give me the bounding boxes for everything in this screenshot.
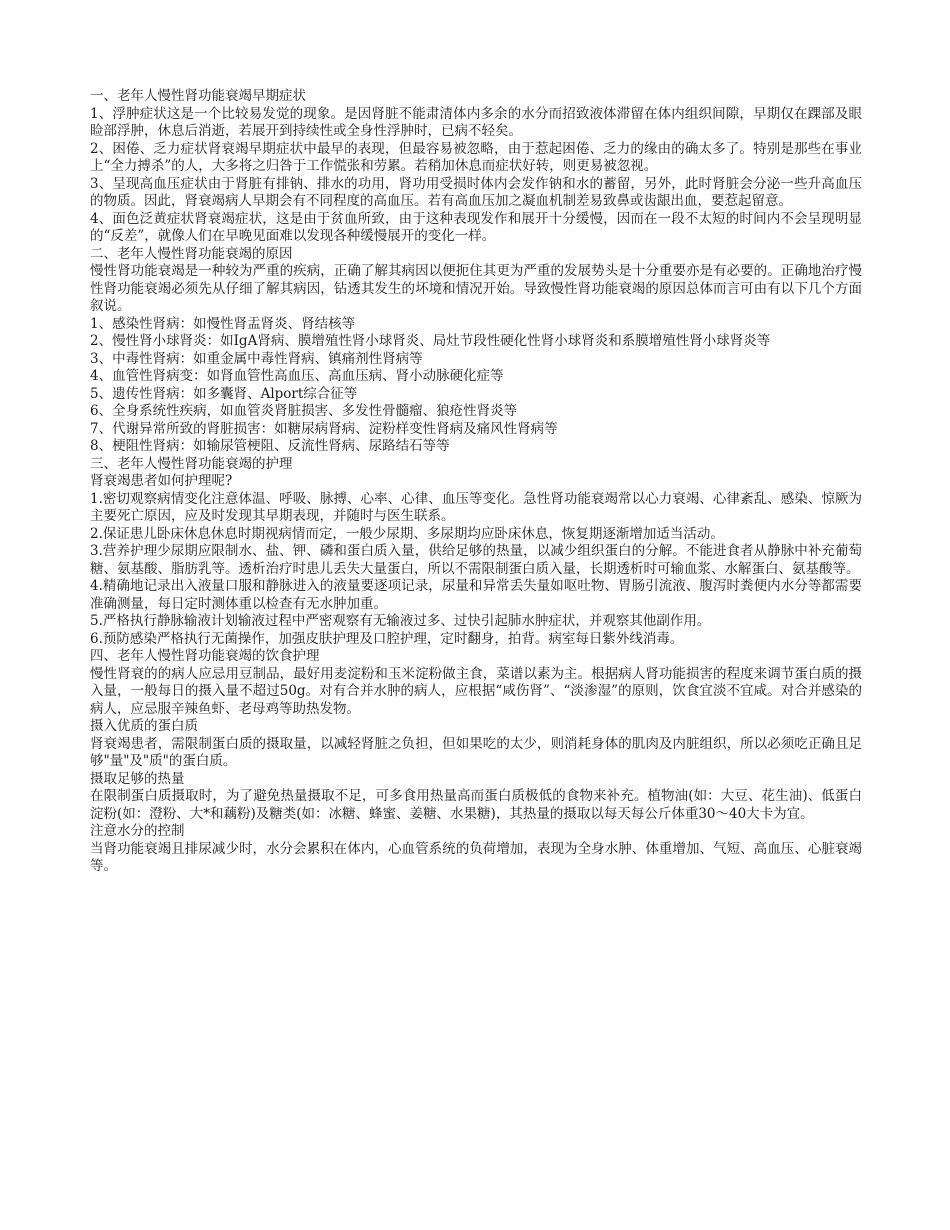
paragraph: 慢性肾衰的的病人应忌用豆制品，最好用麦淀粉和玉米淀粉做主食，菜谱以素为主。根据病人肾功能损害的程度来调节蛋白质的摄入量，一般每日的摄入量不超过50g。对有合并水肿的病人，应根据“咸伤肾”、“淡渗湿”的原则，饮食宜淡不宜咸。对合并感染的病人，应忌服辛辣鱼虾、老母鸡等助热发物。: [90, 665, 862, 717]
paragraph: 在限制蛋白质摄取时，为了避免热量摄取不足，可多食用热量高而蛋白质极低的食物来补充。植物油(如：大豆、花生油)、低蛋白淀粉(如：澄粉、大*和藕粉)及糖类(如：冰糖、蜂蜜、姜糖、水果糖)，其热量的摄取以每天每公斤体重30～40大卡为宜。: [90, 788, 862, 822]
subsection-heading: 摄取足够的热量: [90, 770, 185, 787]
paragraph: 当肾功能衰竭且排尿减少时，水分会累积在体内，心血管系统的负荷增加，表现为全身水肿、体重增加、气短、高血压、心脏衰竭等。: [90, 840, 862, 874]
list-item: 4.精确地记录出入液量口服和静脉进入的液量要逐项记录，尿量和异常丢失量如呕吐物、胃肠引流液、腹泻时粪便内水分等都需要准确测量，每日定时测体重以检查有无水肿加重。: [90, 578, 862, 612]
list-item: 1、感染性肾病：如慢性肾盂肾炎、肾结核等: [90, 315, 356, 332]
list-item: 3、中毒性肾病：如重金属中毒性肾病、镇痛剂性肾病等: [90, 350, 423, 367]
list-item: 6.预防感染严格执行无菌操作，加强皮肤护理及口腔护理，定时翻身，拍背。病室每日紫外线消毒。: [90, 630, 684, 647]
paragraph: 2、困倦、乏力症状肾衰竭早期症状中最早的表现，但最容易被忽略，由于惹起困倦、乏力的缘由的确太多了。特别是那些在事业上“全力搏杀”的人，大多将之归咎于工作慌张和劳累。若稍加休息而症状好转，则更易被忽视。: [90, 140, 862, 174]
section-heading: 二、老年人慢性肾功能衰竭的原因: [90, 245, 293, 262]
section-heading: 一、老年人慢性肾功能衰竭早期症状: [90, 88, 306, 104]
list-item: 6、全身系统性疾病，如血管炎肾脏损害、多发性骨髓瘤、狼疮性肾炎等: [90, 403, 518, 419]
paragraph: 3、呈现高血压症状由于肾脏有排钠、排水的功用，肾功用受损时体内会发作钠和水的蓄留，另外，此时肾脏会分泌一些升高血压的物质。因此，肾衰竭病人早期会有不同程度的高血压。若有高血压加之凝血机制差易致鼻或齿龈出血，要惹起留意。: [90, 175, 862, 209]
paragraph: 肾衰竭患者，需限制蛋白质的摄取量，以减轻肾脏之负担，但如果吃的太少，则消耗身体的肌肉及内脏组织，所以必须吃正确且足够"量"及"质"的蛋白质。: [90, 735, 862, 769]
section-heading: 四、老年人慢性肾功能衰竭的饮食护理: [90, 648, 320, 664]
document-body: [90, 88, 862, 876]
paragraph: 肾衰竭患者如何护理呢?: [90, 473, 233, 489]
list-item: 8、梗阻性肾病：如输尿管梗阻、反流性肾病、尿路结石等等: [90, 438, 450, 454]
paragraph: 慢性肾功能衰竭是一种较为严重的疾病，正确了解其病因以便扼住其更为严重的发展势头是十分重要亦是有必要的。正确地治疗慢性肾功能衰竭必须先从仔细了解其病因，钻透其发生的坏境和情况开始。导致慢性肾功能衰竭的原因总体而言可由有以下几个方面叙说。: [90, 263, 862, 314]
subsection-heading: 注意水分的控制: [90, 823, 185, 839]
section-heading: 三、老年人慢性肾功能衰竭的护理: [90, 455, 293, 472]
list-item: 4、血管性肾病变：如肾血管性高血压、高血压病、肾小动脉硬化症等: [90, 368, 504, 384]
list-item: 1.密切观察病情变化注意体温、呼吸、脉搏、心率、心律、血压等变化。急性肾功能衰竭常以心力衰竭、心律紊乱、感染、惊厥为主要死亡原因，应及时发现其早期表现，并随时与医生联系。: [90, 490, 862, 524]
list-item: 7、代谢异常所致的肾脏损害：如糖尿病肾病、淀粉样变性肾病及痛风性肾病等: [90, 420, 558, 437]
list-item: 3.营养护理少尿期应限制水、盐、钾、磷和蛋白质入量，供给足够的热量，以减少组织蛋白的分解。不能进食者从静脉中补充葡萄糖、氨基酸、脂肪乳等。透析治疗时患儿丢失大量蛋白，所以不需限制蛋白质入量，长期透析时可输血浆、水解蛋白、氨基酸等。: [90, 543, 862, 577]
paragraph: 1、浮肿症状这是一个比较易发觉的现象。是因肾脏不能肃清体内多余的水分而招致液体滞留在体内组织间隙，早期仅在踝部及眼睑部浮肿，休息后消逝，若展开到持续性或全身性浮肿时，已病不轻矣。: [90, 105, 862, 139]
list-item: 5、遗传性肾病：如多囊肾、Alport综合征等: [90, 385, 358, 402]
list-item: 5.严格执行静脉输液计划输液过程中严密观察有无输液过多、过快引起肺水肿症状，并观察其他副作用。: [90, 613, 711, 629]
list-item: 2、慢性肾小球肾炎：如IgA肾病、膜增殖性肾小球肾炎、局灶节段性硬化性肾小球肾炎和系膜增殖性肾小球肾炎等: [90, 333, 771, 349]
paragraph: 4、面色泛黄症状肾衰竭症状，这是由于贫血所致，由于这种表现发作和展开十分缓慢，因而在一段不太短的时间内不会呈现明显的“反差”，就像人们在早晚见面难以发现各种缓慢展开的变化一样。: [90, 210, 862, 244]
subsection-heading: 摄入优质的蛋白质: [90, 718, 198, 734]
list-item: 2.保证患儿卧床休息休息时期视病情而定，一般少尿期、多尿期均应卧床休息，恢复期逐渐增加适当活动。: [90, 525, 724, 542]
